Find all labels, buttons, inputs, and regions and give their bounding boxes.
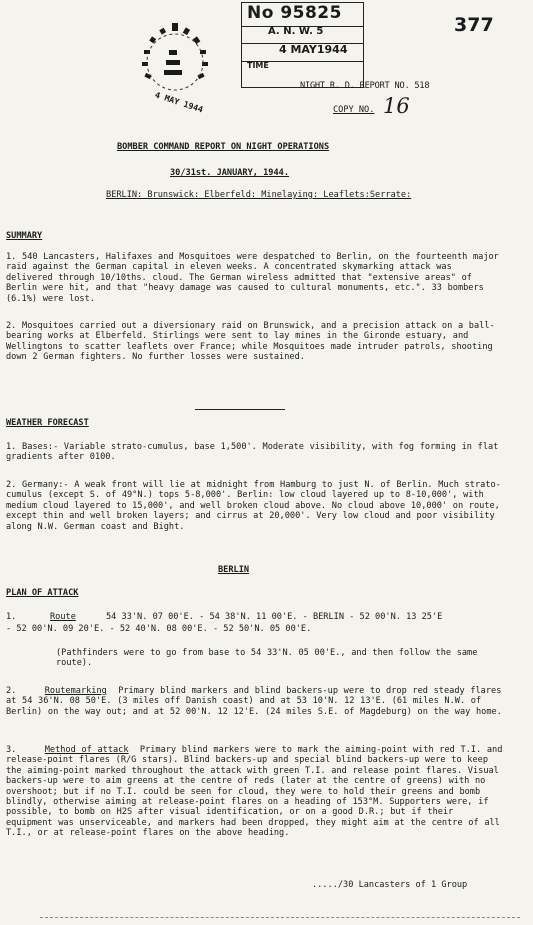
summary-paragraph-1: 1. 540 Lancasters, Halifaxes and Mosquitoes were despatched to Berlin, on the fourteenth major raid against the German capital in eleven weeks. A concentrated skymarking attack was delivered through 10/10ths. cloud. The German wireless admitted that "extensive areas" of Berlin were hit, and that "heavy damage was caused to cultural monuments, etc.". 33 bombers (6.1%) were lost. — [6, 252, 499, 304]
routemarking-paragraph — [6, 686, 503, 717]
stamp-line2: A. N. W. 5 — [268, 26, 324, 37]
stamp-number: No 95825 — [247, 3, 342, 23]
page-number: 377 — [454, 14, 494, 36]
method-paragraph — [6, 745, 503, 839]
routemarking-label: Routemarking — [44, 686, 107, 696]
copy-number-label: COPY NO. — [333, 105, 375, 115]
plan-of-attack-heading: PLAN OF ATTACK — [6, 588, 79, 598]
weather-paragraph-2: 2. Germany:- A weak front will lie at midnight from Hamburg to just N. of Berlin. Much strato-cumulus (except S. of 49°N.) tops 5-8,000'. Berlin: low cloud layered up to 8-10,000', with medium cloud layered to 15,000', and well broken cloud above. No cloud above 10,000' on route, except thin and well broken layers; and cirrus at 20,000'. Very low cloud and poor visibility along N.W. German coast and Bight. — [6, 480, 501, 532]
copy-number-value: 16 — [383, 94, 410, 118]
targets-line: BERLIN: Brunswick: Elberfeld: Minelaying: Leaflets:Serrate: — [106, 190, 412, 200]
report-reference: NIGHT R. D. REPORT NO. 518 — [300, 81, 430, 91]
summary-heading: SUMMARY — [6, 231, 43, 241]
route-label: Route — [50, 612, 76, 622]
weather-paragraph-1: 1. Bases:- Variable strato-cumulus, base 1,500'. Moderate visibility, with fog forming in flat gradients after 0100. — [6, 442, 499, 463]
seal-date: 4 MAY 1944 — [153, 89, 205, 115]
report-title: BOMBER COMMAND REPORT ON NIGHT OPERATIONS — [117, 142, 330, 152]
method-text: Primary blind markers were to mark the aiming-point with red T.I. and release-point flares (R/G stars). Blind backers-up and special blind backers-up were to keep the aiming-point marked throughout the attack with green T.I. and release point flares. Visual backers-up were to aim greens at the centre of reds (later at the centre of greens) with no overshoot; but if no T.I. could be seen for cloud, they were to hold their greens and bomb blindly, otherwise aiming at release-point flares on a heading of 153°M. Supporters were, if possible, to bomb on H2S after visual identification, or on a good D.R.; but if their equipment was unserviceable, and markers had been dropped, they might aim at the centre of all T.I., or at release-point flares on the above heading. — [6, 745, 503, 839]
route-line-1: 54 33'N. 07 00'E. - 54 38'N. 11 00'E. - BERLIN - 52 00'N. 13 25'E — [106, 612, 443, 622]
route-line-2: - 52 00'N. 09 20'E. - 52 40'N. 08 00'E. - 52 50'N. 05 00'E. — [6, 624, 312, 634]
summary-paragraph-2: 2. Mosquitoes carried out a diversionary raid on Brunswick, and a precision attack on a ball-bearing works at Elberfeld. Stirlings were sent to lay mines in the Gironde estuary, and Wellingtons to scatter leaflets over France; while Mosquitoes made intruder patrols, shooting down 2 German fighters. No further losses were sustained. — [6, 321, 495, 363]
report-date: 30/31st. JANUARY, 1944. — [170, 168, 289, 178]
weather-heading: WEATHER FORECAST — [6, 418, 89, 428]
stamp-time-label: TIME — [247, 61, 269, 70]
berlin-heading: BERLIN — [218, 565, 250, 575]
route-number: 1. — [6, 612, 17, 622]
scan-edge-artifact — [40, 917, 520, 918]
method-number: 3. — [6, 745, 17, 755]
routemarking-text: Primary blind markers and blind backers-up were to drop red steady flares at 54 36'N. 08 50'E. (3 miles off Danish coast) and at 53 10'N. 12 13'E. (61 miles N.W. of Berlin) on the way out; and at 52 00'N. 12 12'E. (24 miles S.E. of Magdeburg) on the way home. — [6, 686, 502, 717]
continuation-line: ...../30 Lancasters of 1 Group — [312, 880, 468, 890]
stamp-date: 4 MAY1944 — [279, 43, 348, 56]
routemarking-number: 2. — [6, 686, 17, 696]
method-label: Method of attack — [44, 745, 129, 755]
route-note: (Pathfinders were to go from base to 54 33'N. 05 00'E., and then follow the same route). — [56, 648, 478, 669]
section-divider — [195, 409, 285, 410]
